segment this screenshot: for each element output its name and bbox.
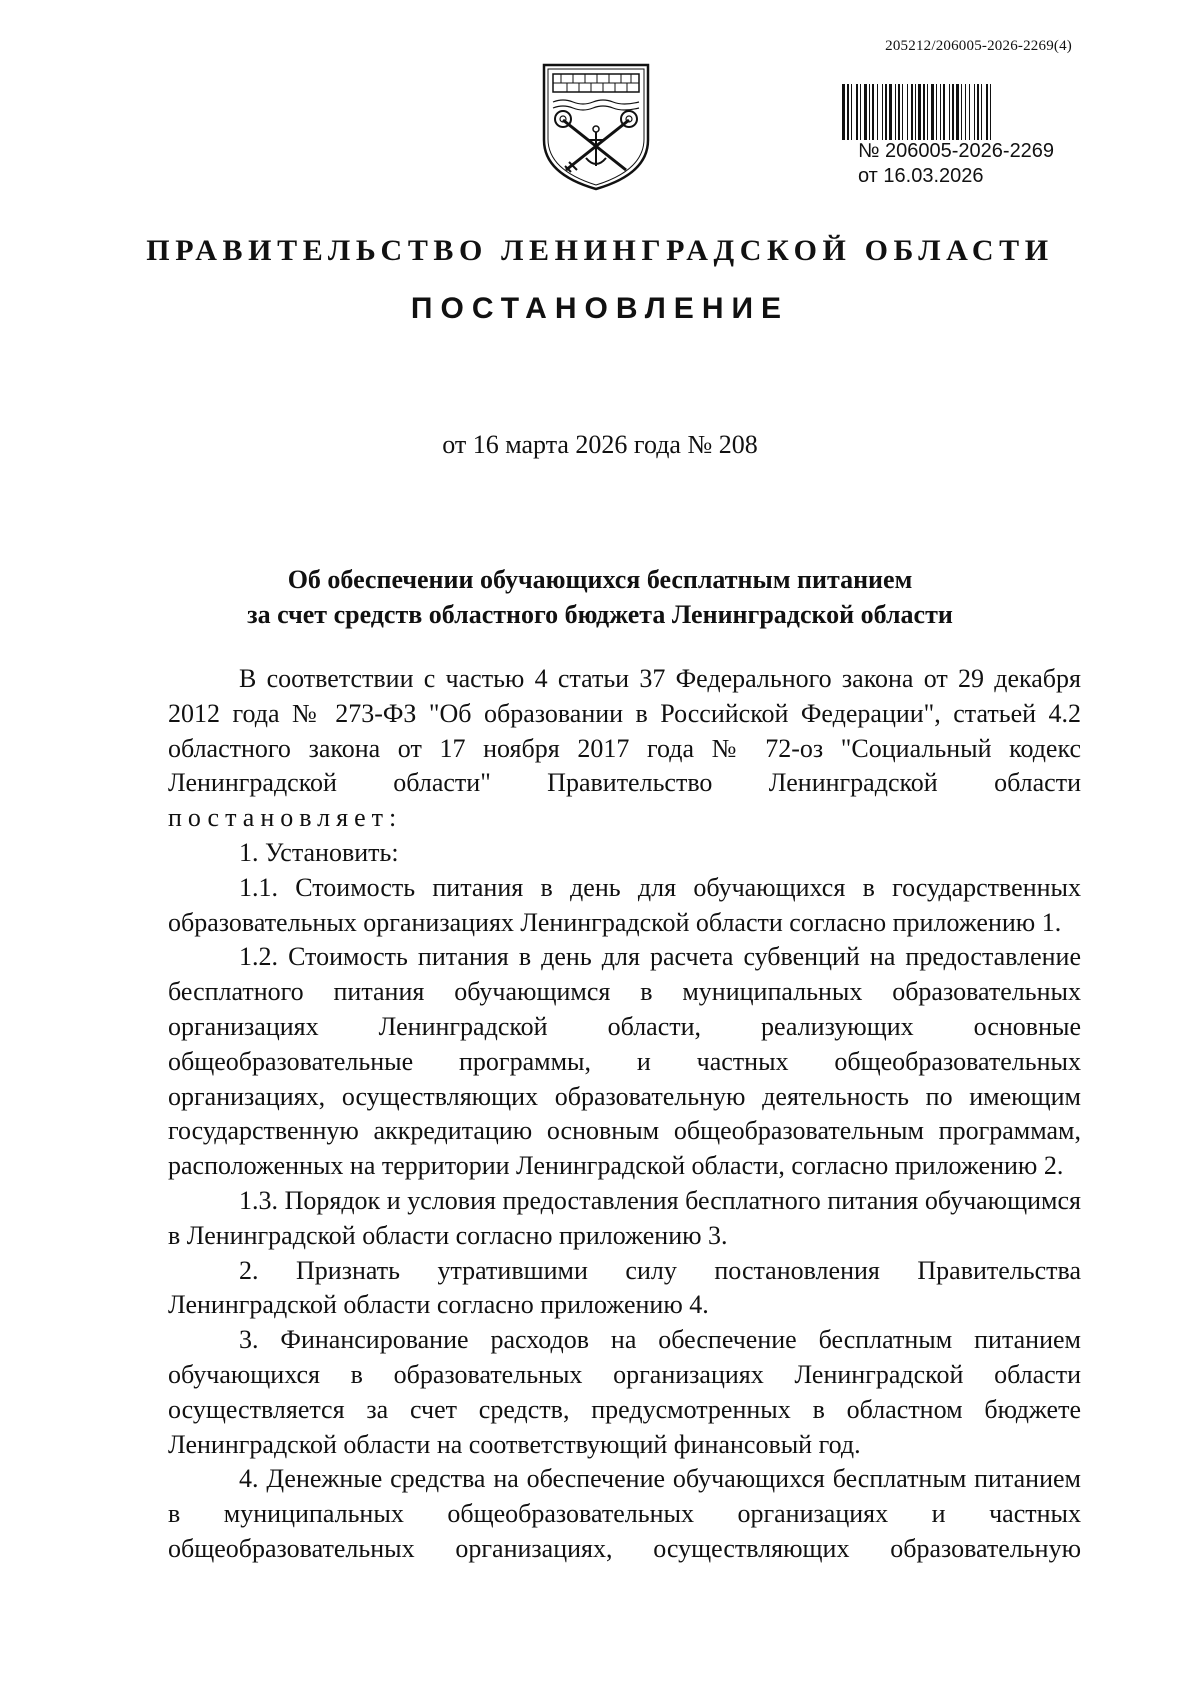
preamble-verb: постановляет: [168, 803, 403, 833]
document-date: от 16 марта 2026 года № 208 [442, 430, 758, 459]
paragraph-1-1: 1.1. Стоимость питания в день для обучающихся в государственных образовательных организациях Ленинградской области согласно приложению 1. [168, 872, 1081, 937]
paragraph-1-2: 1.2. Стоимость питания в день для расчета субвенций на предоставление бесплатного питания обучающимся в муниципальных образовательных организациях Ленинградской области, реализующих основные общеобразовательные программы, и частных общеобразовательных организациях, осуществляющих образовательную деятельность по имеющим государственную аккредитацию основным общеобразовательным программам, расположенных на территории Ленинградской области, согласно приложению 2. [168, 942, 1081, 1181]
preamble-paragraph [168, 662, 1081, 836]
paragraph-1: 1. Установить: [239, 837, 399, 867]
government-title: ПРАВИТЕЛЬСТВО ЛЕНИНГРАДСКОЙ ОБЛАСТИ [146, 234, 1054, 267]
registration-date: от 16.03.2026 [858, 165, 984, 187]
registration-number: № 206005-2026-2269 [858, 140, 1055, 162]
paragraph-4: 4. Денежные средства на обеспечение обучающихся бесплатным питанием в муниципальных общеобразовательных организациях и частных общеобразовательных организациях, осуществляющих образовательную [168, 1464, 1081, 1563]
document-code: 205212/206005-2026-2269(4) [885, 38, 1072, 54]
paragraph-1-3: 1.3. Порядок и условия предоставления бесплатного питания обучающимся в Ленинградской области согласно приложению 3. [168, 1185, 1081, 1250]
barcode-icon [842, 84, 1074, 140]
paragraph-3: 3. Финансирование расходов на обеспечение бесплатным питанием обучающихся в образовательных организациях Ленинградской области осуществляется за счет средств, предусмотренных в областном бюджете Ленинградской области на соответствующий финансовый год. [168, 1325, 1081, 1459]
subject-line-2: за счет средств областного бюджета Ленинградской области [247, 600, 953, 629]
document-subject [0, 562, 1200, 632]
subject-line-1: Об обеспечении обучающихся бесплатным питанием [287, 565, 913, 594]
document-type: ПОСТАНОВЛЕНИЕ [410, 292, 790, 325]
preamble-text: В соответствии с частью 4 статьи 37 Федерального закона от 29 декабря 2012 года № 273-ФЗ "Об образовании в Российской Федерации", статьей 4.2 областного закона от 17 ноября 2017 года № 72-оз "Социальный кодекс Ленинградской области" Правительство Ленинградской области [168, 664, 1081, 798]
paragraph-2: 2. Признать утратившими силу постановления Правительства Ленинградской области согласно приложению 4. [168, 1255, 1081, 1320]
document-body [168, 662, 1081, 1567]
coat-of-arms-icon [541, 62, 651, 192]
